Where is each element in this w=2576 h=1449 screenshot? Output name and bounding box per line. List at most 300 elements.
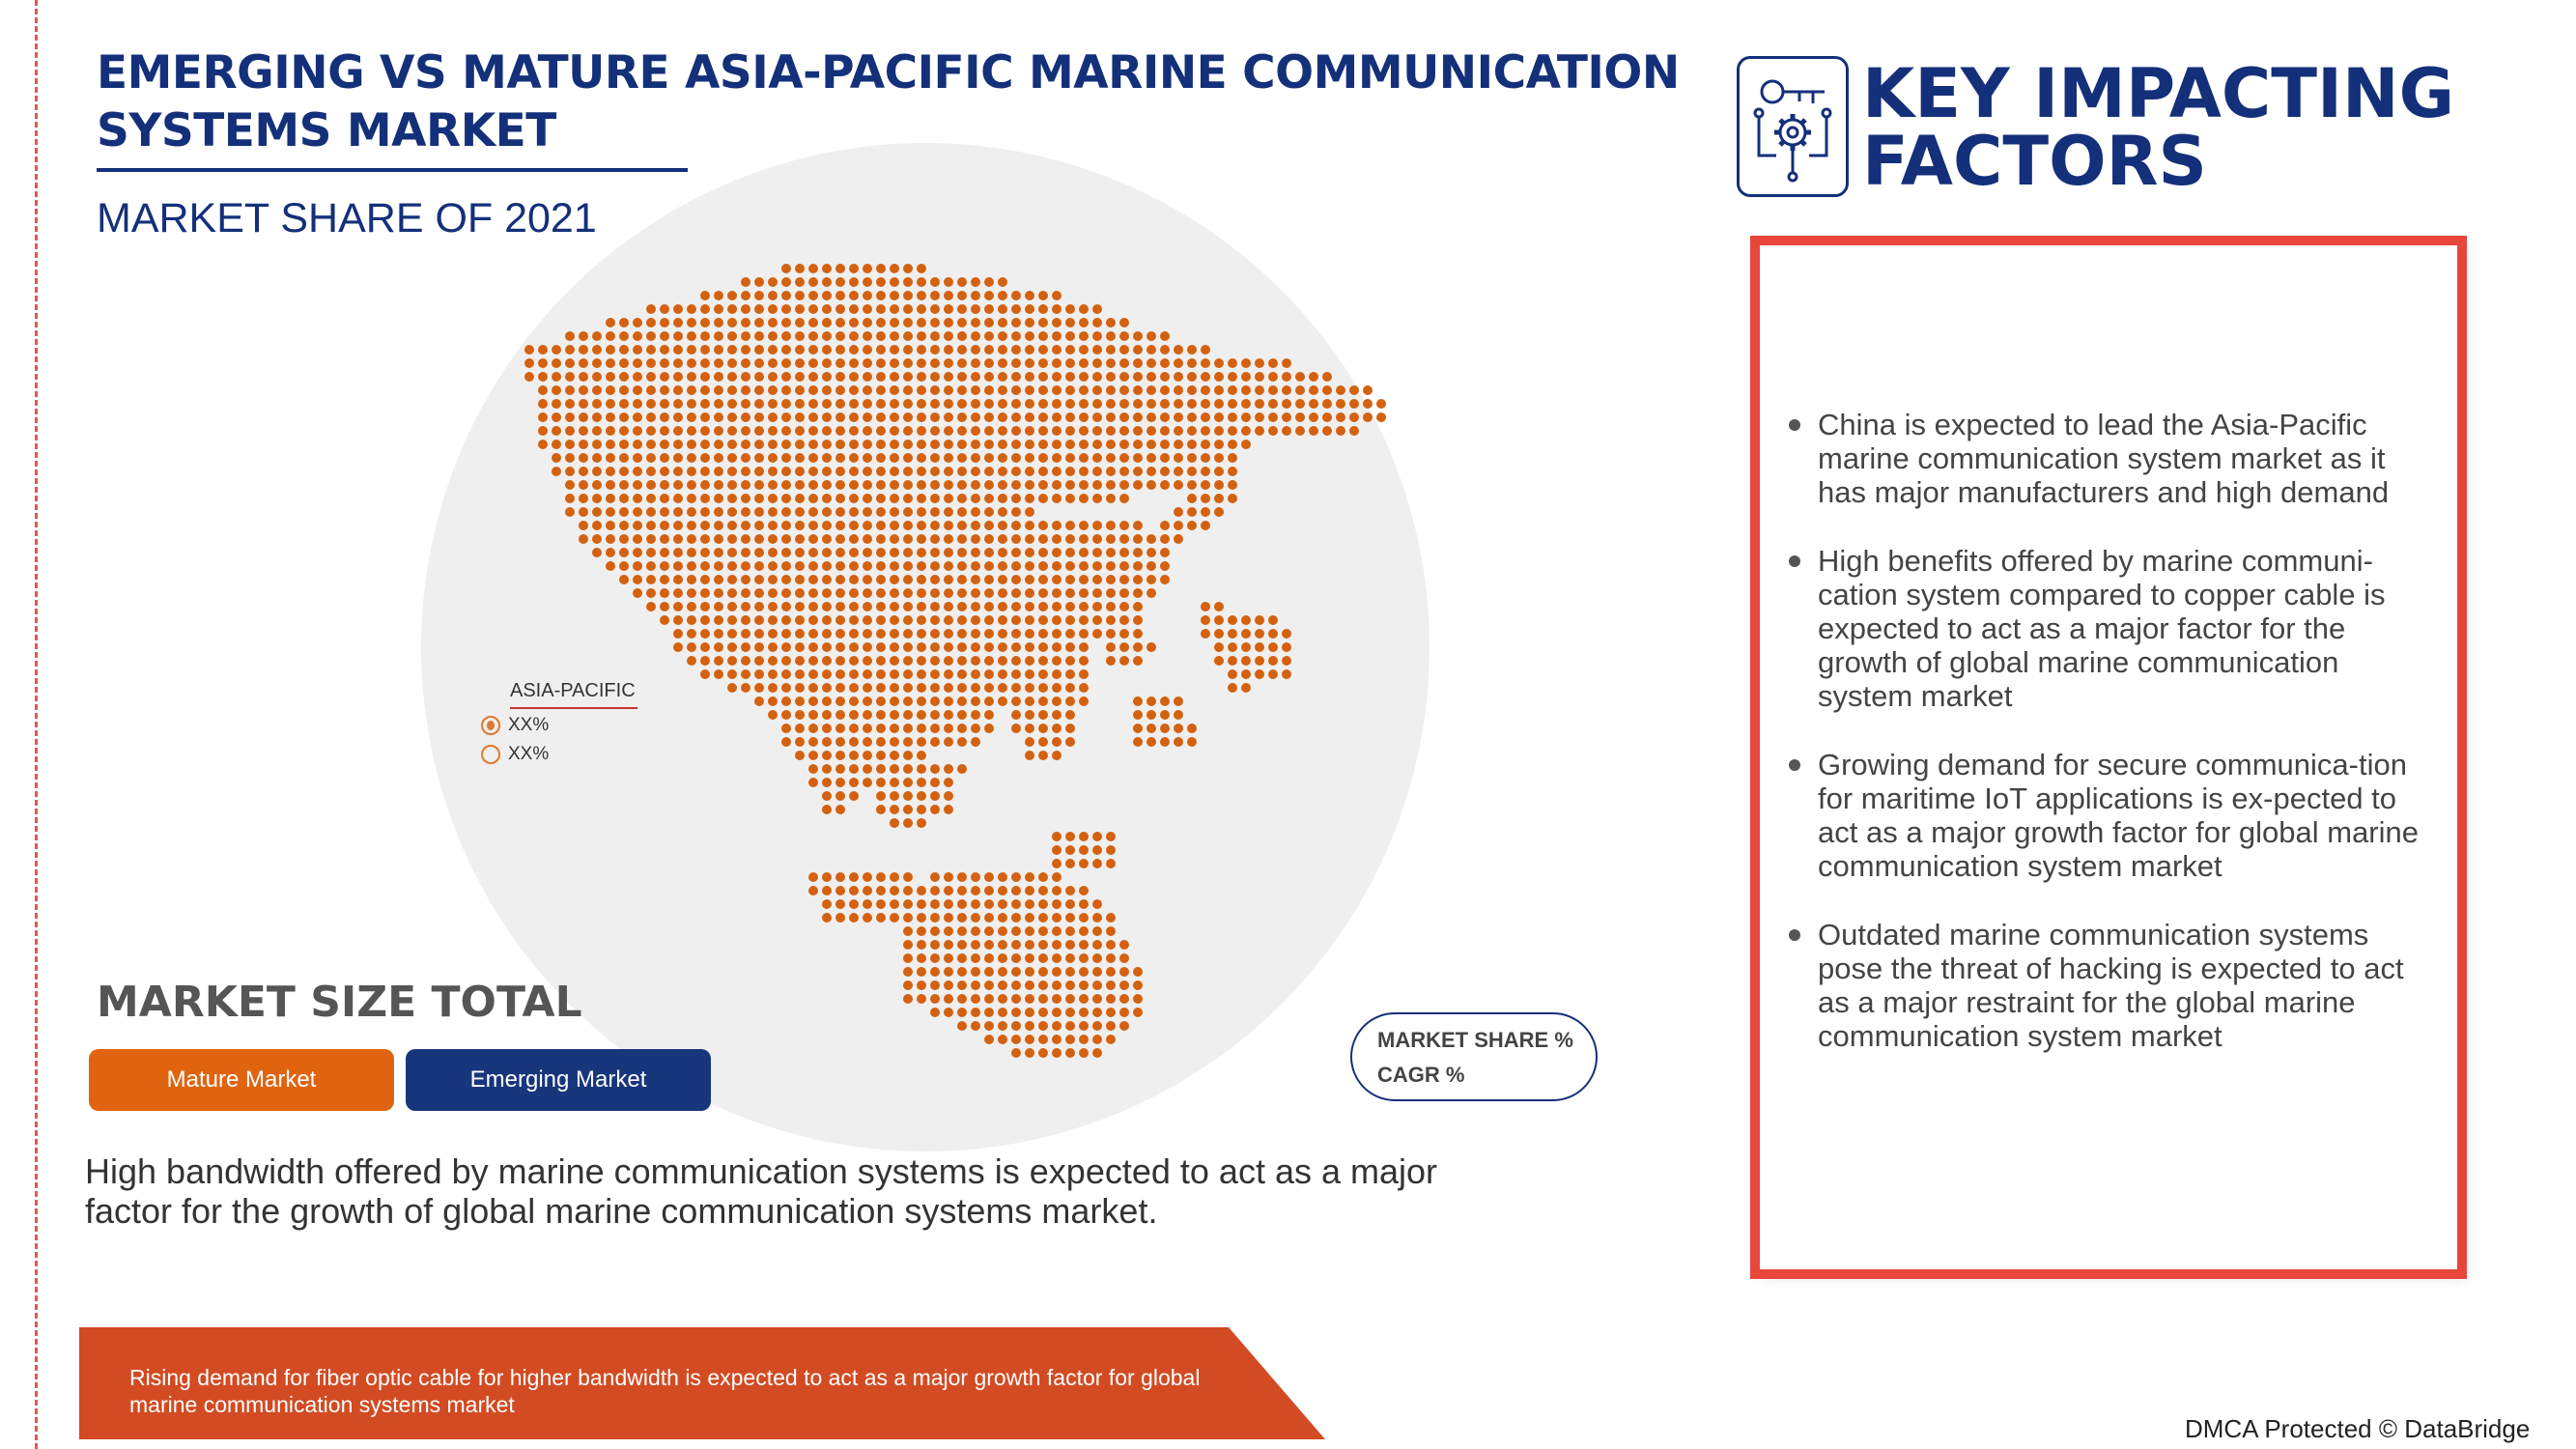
- map-dot: [1025, 575, 1034, 584]
- map-dot: [1025, 615, 1034, 625]
- map-dot: [917, 886, 926, 895]
- map-dot: [971, 440, 980, 449]
- map-dot: [1079, 1021, 1089, 1031]
- map-dot: [1106, 859, 1116, 868]
- growth-banner-text: Rising demand for fiber optic cable for higher bandwidth is expected to act as a major growth factor for global marine communication systems market: [129, 1365, 1201, 1417]
- map-dot: [660, 318, 669, 327]
- region-label-underline: [510, 707, 637, 709]
- map-dot: [781, 521, 791, 530]
- map-dot: [1092, 318, 1102, 327]
- map-dot: [876, 615, 886, 625]
- map-dot: [1106, 521, 1116, 530]
- map-dot: [795, 426, 805, 436]
- map-dot: [1174, 453, 1183, 463]
- map-dot: [1025, 494, 1034, 503]
- map-dot: [917, 696, 926, 706]
- map-dot: [917, 980, 926, 990]
- map-dot: [606, 548, 615, 557]
- map-dot: [822, 615, 832, 625]
- map-dot: [971, 724, 980, 733]
- map-dot: [646, 331, 656, 341]
- map-dot: [660, 602, 669, 611]
- map-dot: [822, 656, 832, 666]
- map-dot: [1065, 737, 1075, 747]
- map-dot: [944, 372, 953, 382]
- map-dot: [957, 710, 967, 720]
- map-dot: [917, 899, 926, 909]
- map-dot: [741, 291, 750, 300]
- map-dot: [957, 602, 967, 611]
- map-dot: [538, 345, 548, 355]
- map-dot: [822, 737, 832, 747]
- map-dot: [971, 453, 980, 463]
- map-dot: [660, 358, 669, 368]
- map-dot: [1106, 629, 1116, 639]
- map-dot: [903, 724, 913, 733]
- map-dot: [1133, 534, 1143, 544]
- map-dot: [1025, 602, 1034, 611]
- map-dot: [1268, 358, 1278, 368]
- mature-market-button[interactable]: Mature Market: [89, 1049, 394, 1111]
- map-dot: [741, 318, 750, 327]
- map-dot: [863, 913, 872, 923]
- map-dot: [903, 318, 913, 327]
- map-dot: [998, 358, 1007, 368]
- map-dot: [673, 399, 683, 409]
- map-dot: [944, 561, 953, 571]
- map-dot: [1255, 385, 1264, 395]
- map-dot: [1146, 426, 1156, 436]
- map-dot: [1160, 358, 1170, 368]
- map-dot: [822, 724, 832, 733]
- map-dot: [930, 764, 940, 774]
- map-dot: [1052, 656, 1062, 666]
- map-dot: [633, 494, 642, 503]
- map-dot: [808, 507, 818, 517]
- map-dot: [944, 791, 953, 801]
- page-subtitle: MARKET SHARE OF 2021: [97, 195, 597, 242]
- map-dot: [835, 683, 845, 693]
- map-dot: [971, 967, 980, 977]
- bullet-icon: [1789, 555, 1800, 567]
- map-dot: [1363, 399, 1373, 409]
- map-dot: [781, 602, 791, 611]
- map-dot: [849, 886, 859, 895]
- map-dot: [903, 412, 913, 422]
- map-dot: [741, 602, 750, 611]
- map-dot: [592, 440, 602, 449]
- map-dot: [944, 494, 953, 503]
- map-dot: [754, 669, 764, 679]
- map-dot: [971, 494, 980, 503]
- map-dot: [998, 467, 1007, 476]
- map-dot: [849, 615, 859, 625]
- market-size-heading: MARKET SIZE TOTAL: [97, 978, 582, 1027]
- map-dot: [917, 778, 926, 787]
- map-dot: [1133, 602, 1143, 611]
- map-dot: [1052, 345, 1062, 355]
- map-dot: [984, 534, 994, 544]
- map-dot: [930, 615, 940, 625]
- map-dot: [727, 669, 737, 679]
- map-dot: [822, 588, 832, 598]
- map-dot: [1011, 656, 1021, 666]
- map-dot: [944, 534, 953, 544]
- map-dot: [741, 615, 750, 625]
- map-dot: [835, 318, 845, 327]
- map-dot: [971, 629, 980, 639]
- map-dot: [1214, 358, 1224, 368]
- map-dot: [890, 548, 899, 557]
- map-dot: [903, 358, 913, 368]
- map-dot: [1052, 588, 1062, 598]
- map-dot: [727, 629, 737, 639]
- map-dot: [606, 467, 615, 476]
- map-dot: [971, 696, 980, 706]
- map-dot: [754, 331, 764, 341]
- map-dot: [917, 345, 926, 355]
- map-dot: [1160, 710, 1170, 720]
- map-dot: [781, 385, 791, 395]
- map-dot: [1295, 372, 1305, 382]
- map-dot: [849, 913, 859, 923]
- map-dot: [552, 412, 561, 422]
- map-dot: [781, 318, 791, 327]
- map-dot: [781, 345, 791, 355]
- map-dot: [890, 345, 899, 355]
- map-dot: [998, 318, 1007, 327]
- map-dot: [835, 899, 845, 909]
- map-dot: [984, 629, 994, 639]
- map-dot: [1038, 683, 1048, 693]
- map-dot: [903, 372, 913, 382]
- map-dot: [822, 264, 832, 273]
- map-dot: [984, 440, 994, 449]
- map-dot: [619, 521, 629, 530]
- map-dot: [1241, 412, 1251, 422]
- map-dot: [998, 494, 1007, 503]
- map-dot: [876, 764, 886, 774]
- map-dot: [1146, 561, 1156, 571]
- map-dot: [930, 940, 940, 950]
- map-dot: [1025, 588, 1034, 598]
- map-dot: [754, 656, 764, 666]
- map-dot: [1038, 588, 1048, 598]
- map-dot: [768, 588, 778, 598]
- map-dot: [633, 480, 642, 490]
- map-dot: [903, 534, 913, 544]
- map-dot: [727, 602, 737, 611]
- map-dot: [781, 358, 791, 368]
- map-dot: [1011, 967, 1021, 977]
- map-dot: [1092, 994, 1102, 1004]
- map-dot: [1133, 521, 1143, 530]
- map-dot: [1268, 399, 1278, 409]
- map-dot: [863, 358, 872, 368]
- map-dot: [741, 440, 750, 449]
- map-dot: [1119, 372, 1129, 382]
- map-dot: [930, 277, 940, 287]
- map-dot: [835, 385, 845, 395]
- map-dot: [768, 521, 778, 530]
- map-dot: [1092, 832, 1102, 841]
- map-dot: [957, 331, 967, 341]
- map-dot: [835, 737, 845, 747]
- map-dot: [808, 480, 818, 490]
- map-dot: [1025, 521, 1034, 530]
- map-dot: [822, 399, 832, 409]
- map-dot: [1038, 629, 1048, 639]
- map-dot: [727, 372, 737, 382]
- footer-copyright: DMCA Protected © DataBridge: [2185, 1414, 2531, 1443]
- map-dot: [1106, 967, 1116, 977]
- map-dot: [863, 399, 872, 409]
- map-dot: [808, 669, 818, 679]
- map-dot: [633, 453, 642, 463]
- map-dot: [944, 629, 953, 639]
- map-dot: [890, 507, 899, 517]
- map-dot: [606, 331, 615, 341]
- map-dot: [835, 872, 845, 882]
- map-dot: [930, 656, 940, 666]
- map-dot: [673, 440, 683, 449]
- map-dot: [903, 764, 913, 774]
- map-dot: [1119, 358, 1129, 368]
- map-dot: [660, 412, 669, 422]
- map-dot: [876, 494, 886, 503]
- map-dot: [998, 615, 1007, 625]
- map-dot: [1079, 832, 1089, 841]
- map-dot: [1052, 886, 1062, 895]
- map-dot: [1228, 358, 1237, 368]
- map-dot: [1201, 521, 1210, 530]
- map-dot: [1052, 440, 1062, 449]
- map-dot: [1052, 696, 1062, 706]
- map-dot: [646, 494, 656, 503]
- map-dot: [741, 331, 750, 341]
- map-dot: [660, 467, 669, 476]
- map-dot: [700, 629, 710, 639]
- map-dot: [579, 345, 588, 355]
- map-dot: [714, 642, 723, 652]
- map-dot: [930, 696, 940, 706]
- map-dot: [1119, 345, 1129, 355]
- map-dot: [863, 467, 872, 476]
- map-dot: [1065, 345, 1075, 355]
- map-dot: [863, 264, 872, 273]
- map-dot: [930, 588, 940, 598]
- map-dot: [795, 304, 805, 314]
- map-dot: [768, 561, 778, 571]
- map-dot: [1160, 399, 1170, 409]
- map-dot: [903, 304, 913, 314]
- map-dot: [1065, 629, 1075, 639]
- map-dot: [1011, 304, 1021, 314]
- map-dot: [727, 399, 737, 409]
- map-dot: [1309, 399, 1318, 409]
- map-dot: [808, 372, 818, 382]
- map-dot: [957, 980, 967, 990]
- map-dot: [781, 467, 791, 476]
- map-dot: [863, 724, 872, 733]
- map-dot: [984, 1021, 994, 1031]
- map-dot: [660, 453, 669, 463]
- map-dot: [998, 886, 1007, 895]
- map-dot: [835, 669, 845, 679]
- map-dot: [835, 913, 845, 923]
- bullet-icon: [1789, 419, 1800, 431]
- map-dot: [1160, 440, 1170, 449]
- map-dot: [700, 372, 710, 382]
- map-dot: [606, 521, 615, 530]
- map-dot: [822, 304, 832, 314]
- map-dot: [795, 737, 805, 747]
- map-dot: [714, 440, 723, 449]
- map-dot: [1065, 602, 1075, 611]
- map-dot: [971, 304, 980, 314]
- map-dot: [944, 899, 953, 909]
- map-dot: [1011, 615, 1021, 625]
- map-dot: [822, 805, 832, 814]
- map-dot: [1133, 615, 1143, 625]
- map-dot: [876, 656, 886, 666]
- map-dot: [1038, 642, 1048, 652]
- map-dot: [1011, 669, 1021, 679]
- map-dot: [1038, 453, 1048, 463]
- map-dot: [1065, 399, 1075, 409]
- map-dot: [1052, 710, 1062, 720]
- map-dot: [876, 629, 886, 639]
- map-dot: [890, 372, 899, 382]
- map-dot: [781, 575, 791, 584]
- map-dot: [835, 602, 845, 611]
- map-dot: [552, 426, 561, 436]
- map-dot: [835, 764, 845, 774]
- map-dot: [944, 778, 953, 787]
- map-dot: [957, 872, 967, 882]
- map-dot: [754, 521, 764, 530]
- map-dot: [1376, 412, 1386, 422]
- map-dot: [700, 507, 710, 517]
- map-dot: [1174, 412, 1183, 422]
- map-dot: [714, 575, 723, 584]
- map-dot: [1092, 913, 1102, 923]
- map-dot: [890, 818, 899, 828]
- map-dot: [1214, 467, 1224, 476]
- map-dot: [606, 358, 615, 368]
- map-dot: [998, 588, 1007, 598]
- map-dot: [1025, 507, 1034, 517]
- map-dot: [917, 642, 926, 652]
- map-dot: [849, 345, 859, 355]
- map-dot: [552, 385, 561, 395]
- map-dot: [795, 453, 805, 463]
- map-dot: [673, 494, 683, 503]
- map-dot: [687, 575, 696, 584]
- map-dot: [1201, 399, 1210, 409]
- map-dot: [1052, 1048, 1062, 1058]
- map-dot: [660, 534, 669, 544]
- map-dot: [1052, 467, 1062, 476]
- map-dot: [876, 548, 886, 557]
- map-dot: [876, 669, 886, 679]
- map-dot: [1160, 385, 1170, 395]
- map-dot: [1146, 385, 1156, 395]
- map-dot: [660, 426, 669, 436]
- map-dot: [538, 440, 548, 449]
- emerging-market-button[interactable]: Emerging Market: [406, 1049, 711, 1111]
- map-dot: [808, 358, 818, 368]
- map-dot: [903, 548, 913, 557]
- legend-value-1: XX%: [508, 715, 550, 735]
- map-dot: [1011, 1048, 1021, 1058]
- map-dot: [1079, 372, 1089, 382]
- map-dot: [984, 1035, 994, 1044]
- map-dot: [957, 669, 967, 679]
- map-dot: [768, 291, 778, 300]
- map-dot: [606, 318, 615, 327]
- map-dot: [687, 629, 696, 639]
- map-dot: [835, 886, 845, 895]
- map-dot: [876, 507, 886, 517]
- map-dot: [1052, 480, 1062, 490]
- map-dot: [1025, 1048, 1034, 1058]
- map-dot: [606, 385, 615, 395]
- map-dot: [768, 656, 778, 666]
- map-dot: [822, 778, 832, 787]
- map-dot: [1052, 845, 1062, 855]
- map-dot: [700, 318, 710, 327]
- map-dot: [741, 480, 750, 490]
- map-dot: [741, 683, 750, 693]
- map-dot: [971, 602, 980, 611]
- map-dot: [944, 453, 953, 463]
- map-dot: [781, 331, 791, 341]
- map-dot: [795, 412, 805, 422]
- map-dot: [1052, 642, 1062, 652]
- map-dot: [714, 615, 723, 625]
- map-dot: [835, 656, 845, 666]
- map-dot: [971, 277, 980, 287]
- map-dot: [876, 345, 886, 355]
- map-dot: [1092, 1021, 1102, 1031]
- map-dot: [1133, 440, 1143, 449]
- map-dot: [863, 737, 872, 747]
- map-dot: [1106, 318, 1116, 327]
- map-dot: [1201, 440, 1210, 449]
- map-dot: [1011, 453, 1021, 463]
- map-dot: [1025, 629, 1034, 639]
- map-dot: [998, 913, 1007, 923]
- map-dot: [700, 358, 710, 368]
- map-dot: [944, 980, 953, 990]
- map-dot: [727, 642, 737, 652]
- map-dot: [998, 426, 1007, 436]
- map-dot: [971, 291, 980, 300]
- map-dot: [890, 642, 899, 652]
- map-dot: [1092, 548, 1102, 557]
- map-dot: [565, 467, 575, 476]
- map-dot: [984, 710, 994, 720]
- map-dot: [565, 345, 575, 355]
- map-dot: [930, 372, 940, 382]
- map-dot: [1011, 1035, 1021, 1044]
- map-dot: [1349, 385, 1359, 395]
- map-dot: [687, 521, 696, 530]
- map-dot: [795, 710, 805, 720]
- factor-text-4: Outdated marine communication systems pose the threat of hacking is expected to act as a major restraint for the global marine communication system market: [1818, 918, 2404, 1053]
- map-dot: [971, 521, 980, 530]
